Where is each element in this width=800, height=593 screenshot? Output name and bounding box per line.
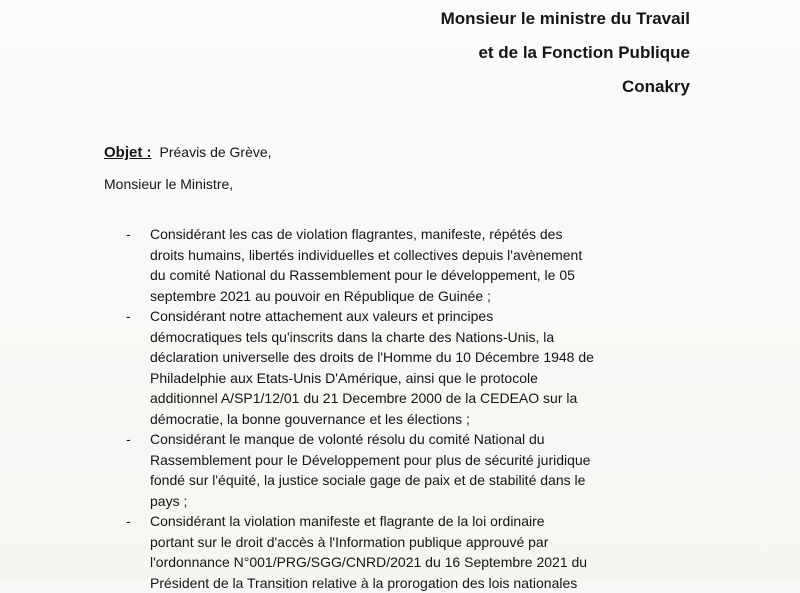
bullet-dash: - bbox=[126, 429, 131, 450]
item-text-line: Philadelphie aux Etats-Unis D'Amérique, ainsi que le protocole bbox=[150, 368, 666, 389]
bullet-dash: - bbox=[126, 306, 131, 327]
item-text-line: Considérant notre attachement aux valeurs et principes bbox=[150, 306, 666, 327]
list-item bbox=[126, 306, 666, 429]
list-item bbox=[126, 511, 666, 593]
bullet-dash: - bbox=[126, 511, 131, 532]
item-text-line: l'ordonnance N°001/PRG/SGG/CNRD/2021 du 16 Septembre 2021 du bbox=[150, 552, 666, 573]
item-text-line: déclaration universelle des droits de l'Homme du 10 Décembre 1948 de bbox=[150, 347, 666, 368]
item-text-line: Rassemblement pour le Développement pour plus de sécurité juridique bbox=[150, 450, 666, 471]
list-item bbox=[126, 429, 666, 511]
recipient-line-1: Monsieur le ministre du Travail bbox=[441, 2, 690, 36]
subject-text: Préavis de Grève, bbox=[160, 144, 272, 160]
recipient-line-3: Conakry bbox=[441, 70, 690, 104]
subject-line bbox=[104, 144, 272, 161]
item-text-line: pays ; bbox=[150, 491, 666, 512]
item-text-line: Considérant la violation manifeste et flagrante de la loi ordinaire bbox=[150, 511, 666, 532]
item-text-line: fondé sur l'équité, la justice sociale gage de paix et de stabilité dans le bbox=[150, 470, 666, 491]
item-text-line: additionnel A/SP1/12/01 du 21 Decembre 2000 de la CEDEAO sur la bbox=[150, 388, 666, 409]
recipient-line-2: et de la Fonction Publique bbox=[441, 36, 690, 70]
item-text-line: démocratiques tels qu'inscrits dans la charte des Nations-Unis, la bbox=[150, 327, 666, 348]
list-item bbox=[126, 224, 666, 306]
item-text-line: portant sur le droit d'accès à l'Information publique approuvé par bbox=[150, 532, 666, 553]
recipient-address bbox=[441, 2, 690, 104]
item-text-line: droits humains, libertés individuelles et collectives depuis l'avènement bbox=[150, 245, 666, 266]
subject-label: Objet : bbox=[104, 144, 152, 161]
item-text-line: démocratie, la bonne gouvernance et les élections ; bbox=[150, 409, 666, 430]
bullet-dash: - bbox=[126, 224, 131, 245]
item-text-line: Considérant le manque de volonté résolu du comité National du bbox=[150, 429, 666, 450]
item-text-line: septembre 2021 au pouvoir en République de Guinée ; bbox=[150, 286, 666, 307]
item-text-line: Considérant les cas de violation flagrantes, manifeste, répétés des bbox=[150, 224, 666, 245]
item-text-line: du comité National du Rassemblement pour le développement, le 05 bbox=[150, 265, 666, 286]
item-text-line: Président de la Transition relative à la prorogation des lois nationales bbox=[150, 573, 666, 593]
considerations-list bbox=[126, 224, 666, 593]
salutation: Monsieur le Ministre, bbox=[104, 176, 233, 192]
